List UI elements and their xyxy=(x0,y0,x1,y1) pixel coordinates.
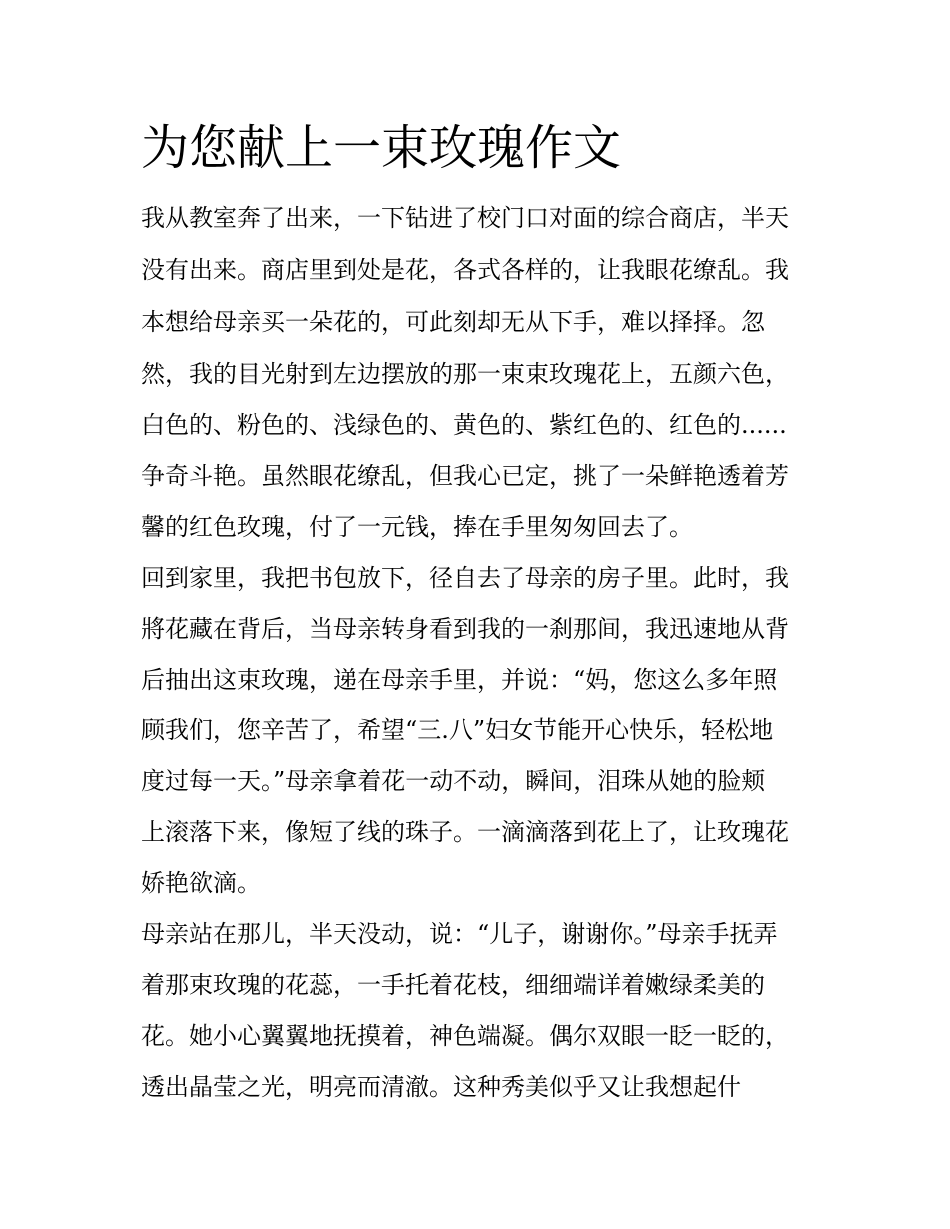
text-line: 花。她小心翼翼地抚摸着，神色端凝。偶尔双眼一眨一眨的， xyxy=(141,1022,789,1050)
text-line: 透出晶莹之光，明亮而清澈。这种秀美似乎又让我想起什 xyxy=(141,1073,741,1101)
text-line: 顾我们，您辛苦了，希望“三.八”妇女节能开心快乐，轻松地 xyxy=(141,716,774,744)
text-line: 我从教室奔了出来，一下钻进了校门口对面的综合商店，半天 xyxy=(141,204,789,232)
text-line: 馨的红色玫瑰，付了一元钱，捧在手里匆匆回去了。 xyxy=(141,513,693,541)
text-line: 着那束玫瑰的花蕊，一手托着花枝，细细端详着嫩绿柔美的 xyxy=(141,971,765,999)
text-line: 上滚落下来，像短了线的珠子。一滴滴落到花上了，让玫瑰花 xyxy=(141,818,789,846)
text-line: 后抽出这束玫瑰，递在母亲手里，并说：“妈，您这么多年照 xyxy=(141,666,778,694)
text-line: 將花藏在背后，当母亲转身看到我的一刹那间，我迅速地从背 xyxy=(141,615,789,643)
text-line: 娇艳欲滴。 xyxy=(141,869,261,897)
text-line: 然，我的目光射到左边摆放的那一束束玫瑰花上，五颜六色， xyxy=(141,360,789,388)
document-title: 为您献上一束玫瑰作文 xyxy=(141,120,622,176)
text-line: 白色的、粉色的、浅绿色的、黄色的、紫红色的、红色的...... xyxy=(141,411,787,439)
text-line: 母亲站在那儿，半天没动，说：“儿子，谢谢你。”母亲手抚弄 xyxy=(141,920,778,948)
text-line: 争奇斗艳。虽然眼花缭乱，但我心已定，挑了一朵鲜艳透着芳 xyxy=(141,462,789,490)
text-line: 度过每一天。”母亲拿着花一动不动，瞬间，泪珠从她的脸颊 xyxy=(141,767,766,795)
text-line: 回到家里，我把书包放下，径自去了母亲的房子里。此时，我 xyxy=(141,564,789,592)
text-line: 本想给母亲买一朵花的，可此刻却无从下手，难以择择。忽 xyxy=(141,308,765,336)
text-line: 没有出来。商店里到处是花，各式各样的，让我眼花缭乱。我 xyxy=(141,256,789,284)
